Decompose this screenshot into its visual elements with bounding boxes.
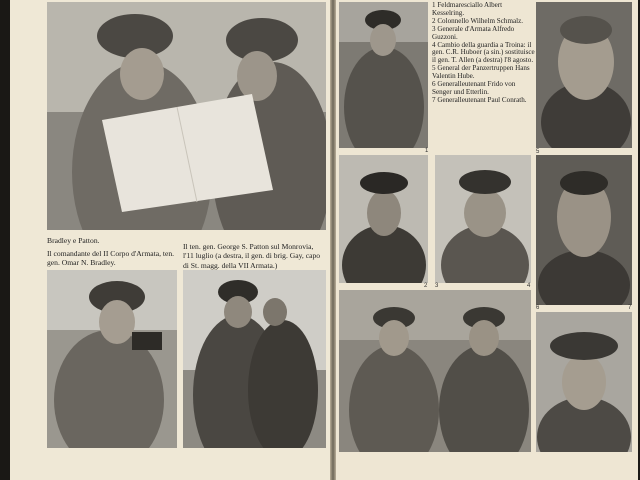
- photo-2-schmalz: [339, 155, 428, 283]
- photo-7-conrath: [536, 312, 632, 452]
- photo-number-4: 4: [527, 283, 531, 289]
- legend-item-2: 2 Colonnello Wilhelm Schmalz.: [432, 16, 524, 25]
- legend-item-1: 1 Feldmaresciallo Albert Kesselring.: [432, 1, 503, 17]
- photo-6-von-senger: [536, 155, 632, 305]
- photo-patton-monrovia: [183, 270, 326, 448]
- legend-item-6: 6 Generalleutenant Frido von Senger und Etterlin.: [432, 80, 516, 96]
- legend-item-7: 7 Generalleutenant Paul Conrath.: [432, 95, 527, 104]
- photo-bradley-binoculars: [47, 270, 177, 448]
- photo-4-huebner-allen: [339, 290, 531, 452]
- caption-bradley: Il comandante del II Corpo d'Armata, ten. gen. Omar N. Bradley.: [47, 249, 175, 268]
- photo-number-1: 1: [425, 148, 429, 154]
- photo-legend: [432, 2, 536, 105]
- caption-patton: Il ten. gen. George S. Patton sul Monrovia, l'11 luglio (a destra, il gen. di brig. Gay, capo di St. magg. della VII Armata.): [183, 242, 321, 270]
- photo-3-guzzoni: [435, 155, 531, 283]
- legend-item-5: 5 General der Panzertruppen Hans Valentin Hube.: [432, 64, 530, 81]
- photo-number-7: 7: [628, 305, 632, 311]
- photo-5-hube: [536, 2, 632, 148]
- legend-item-4: 4 Cambio della guardia a Troina: il gen. C.R. Huboer (a sin.) sostituisce il gen. T. Allen (a destra) l'8 agosto.: [432, 40, 535, 65]
- photo-number-3: 3: [435, 283, 439, 289]
- photo-number-2: 2: [424, 283, 428, 289]
- photo-1-kesselring: [339, 2, 428, 148]
- caption-bradley-patton: Bradley e Patton.: [47, 236, 100, 245]
- photo-number-6: 6: [536, 305, 540, 311]
- legend-item-3: 3 Generale d'Armata Alfredo Guzzoni.: [432, 24, 515, 41]
- book-gutter: [330, 0, 336, 480]
- photo-bradley-patton-map: [47, 2, 326, 230]
- photo-number-5: 5: [536, 149, 540, 155]
